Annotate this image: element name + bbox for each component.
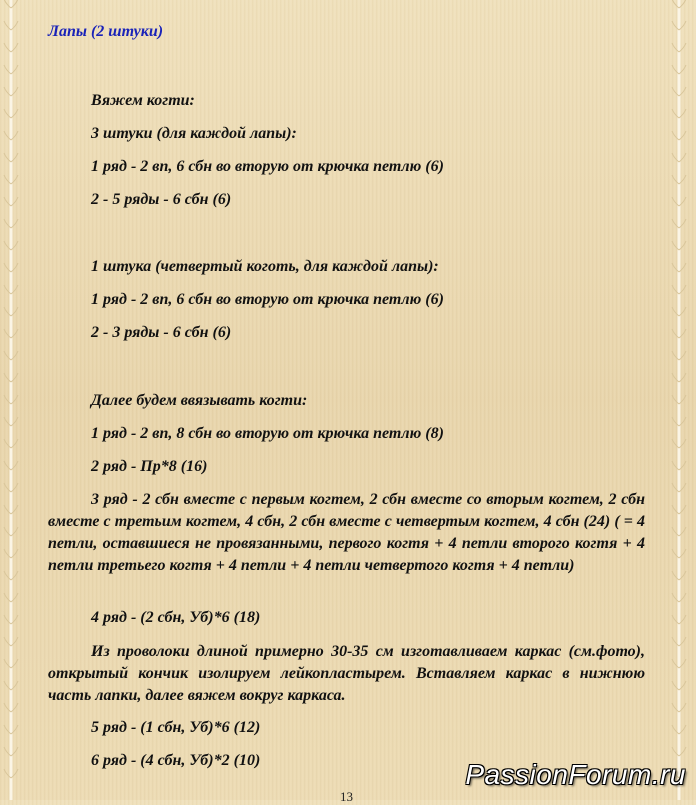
paw-row-1: 1 ряд - 2 вп, 8 сбн во вторую от крючка петлю (8) (91, 425, 444, 442)
vine-ornament-icon (662, 0, 696, 800)
paw-row-3: 3 ряд - 2 сбн вместе с первым когтем, 2 сбн вместе со вторым когтем, 2 сбн вместе с третьим когтем, 4 сбн, 2 сбн вместе с четвертым когтем, 4 сбн (24) ( = 4 петли, оставшиеся не провязанными, первого когтя + 4 петли второго когтя + 4 петли третьего когтя + 4 петли + 4 петли четвертого когтя + 4 петли) (48, 491, 645, 574)
paw-row-4: 4 ряд - (2 сбн, Уб)*6 (18) (91, 609, 261, 626)
paw-row-5: 5 ряд - (1 сбн, Уб)*6 (12) (91, 719, 261, 736)
paw-row-2: 2 ряд - Пр*8 (16) (91, 458, 208, 475)
page-number: 13 (340, 789, 353, 804)
claws-count: 3 штуки (для каждой лапы): (91, 125, 297, 142)
fourth-claw-row-1: 1 ряд - 2 вп, 6 сбн во вторую от крючка петлю (6) (91, 291, 444, 308)
section-title: Лапы (2 штуки) (48, 23, 164, 40)
left-decorative-border (0, 0, 22, 800)
fourth-claw-heading: 1 штука (четвертый коготь, для каждой лапы): (91, 258, 439, 275)
site-watermark: PassionForum.ru (465, 759, 686, 790)
paw-row-6: 6 ряд - (4 сбн, Уб)*2 (10) (91, 752, 261, 769)
frame-instructions: Из проволоки длиной примерно 30-35 см изготавливаем каркас (см.фото), открытый кончик изолируем лейкопластырем. Вставляем каркас в нижнюю часть лапки, далее вяжем вокруг каркаса. (48, 643, 645, 704)
right-decorative-border (662, 0, 696, 800)
claw-row-1: 1 ряд - 2 вп, 6 сбн во вторую от крючка петлю (6) (91, 158, 444, 175)
vine-ornament-icon (0, 0, 22, 800)
fourth-claw-rows-2-3: 2 - 3 ряды - 6 сбн (6) (91, 324, 232, 341)
joining-heading: Далее будем ввязывать когти: (91, 392, 308, 409)
claws-heading: Вяжем когти: (91, 92, 195, 109)
claw-rows-2-5: 2 - 5 ряды - 6 сбн (6) (91, 191, 232, 208)
